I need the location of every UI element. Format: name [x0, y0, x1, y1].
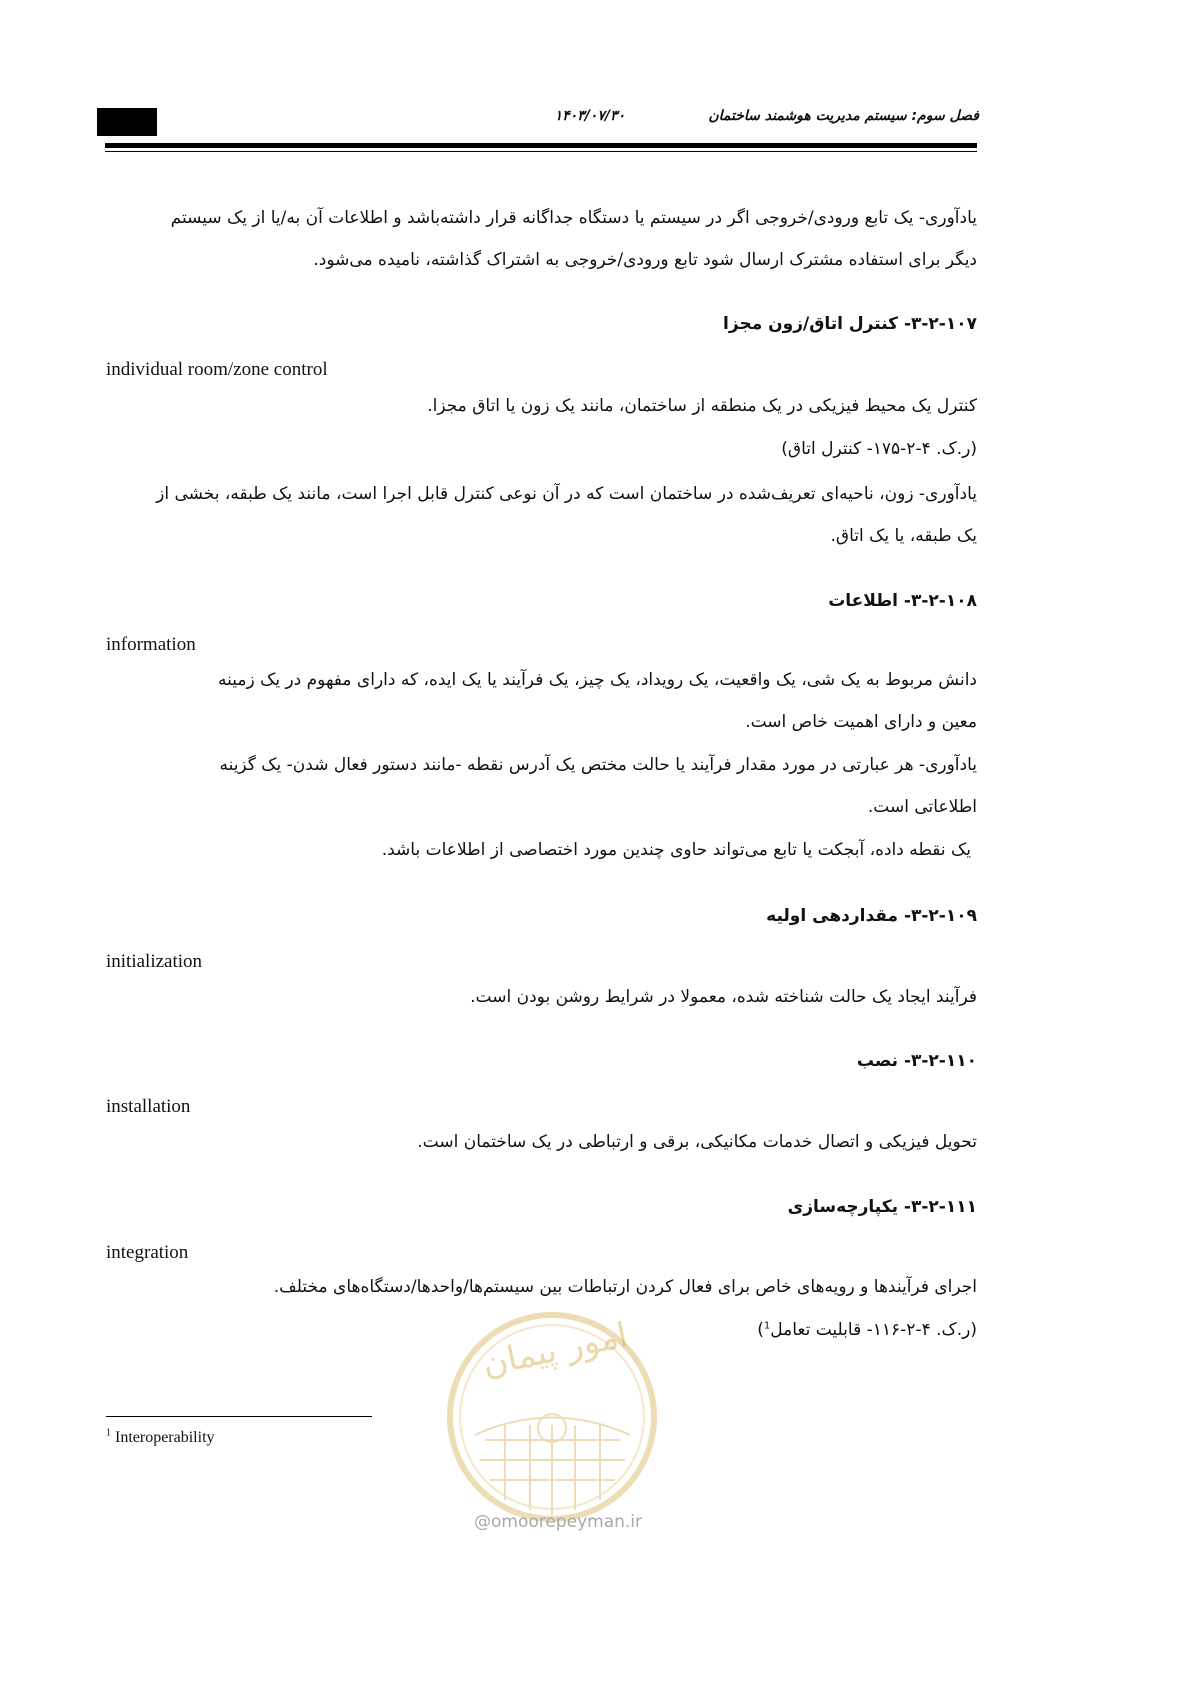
definition-107: کنترل یک محیط فیزیکی در یک منطقه از ساختمان، مانند یک زون یا اتاق مجزا. [427, 396, 977, 416]
reference-111-text: (ر.ک. ۴-۲-۱۱۶- قابلیت تعامل [770, 1320, 977, 1340]
definition-111: اجرای فرآیندها و رویه‌های خاص برای فعال کردن ارتباطات بین سیستم‌ها/واحدها/دستگاه‌های مختلف. [273, 1277, 977, 1297]
section-heading-108: ۳-۲-۱۰۸- اطلاعات [828, 591, 977, 611]
watermark-logo-text: امور پیمان [478, 1315, 632, 1385]
footnote-marker: 1 [763, 1320, 771, 1332]
intro-line-1: یادآوری- یک تابع ورودی/خروجی اگر در سیستم یا دستگاه جداگانه قرار داشته‌باشد و اطلاعات آن به/یا از یک سیستم [170, 208, 977, 228]
intro-line-2: دیگر برای استفاده مشترک ارسال شود تابع ورودی/خروجی به اشتراک گذاشته، نامیده می‌شود. [313, 250, 977, 270]
english-term-111: integration [106, 1242, 189, 1263]
english-term-107: individual room/zone control [106, 359, 328, 380]
footnote-rule [106, 1416, 372, 1417]
definition-110: تحویل فیزیکی و اتصال خدمات مکانیکی، برقی و ارتباطی در یک ساختمان است. [417, 1132, 977, 1152]
english-term-110: installation [106, 1096, 191, 1117]
definition-108-line-1: دانش مربوط به یک شی، یک واقعیت، یک رویداد، یک چیز، یک فرآیند یا یک ایده، که دارای مفهوم در یک زمینه [218, 670, 977, 690]
watermark-site [458, 1512, 658, 1532]
at-sign-icon: @ [473, 1512, 491, 1532]
note-108-line-2: اطلاعاتی است. [867, 797, 977, 817]
page-number-box [97, 108, 157, 136]
reference-111-close: ) [757, 1320, 764, 1340]
note-108-line-3: یک نقطه داده، آبجکت یا تابع می‌تواند حاوی چندین مورد اختصاصی از اطلاعات باشد. [381, 840, 971, 860]
reference-107: (ر.ک. ۴-۲-۱۷۵- کنترل اتاق) [781, 439, 977, 459]
note-107-line-2: یک طبقه، یا یک اتاق. [830, 526, 977, 546]
header-rule-thin [105, 151, 977, 152]
definition-108-line-2: معین و دارای اهمیت خاص است. [745, 712, 977, 732]
definition-109: فرآیند ایجاد یک حالت شناخته شده، معمولا در شرایط روشن بودن است. [470, 987, 977, 1007]
section-heading-107: ۳-۲-۱۰۷- کنترل اتاق/زون مجزا [723, 314, 977, 334]
section-heading-109: ۳-۲-۱۰۹- مقداردهی اولیه [766, 906, 977, 926]
section-heading-110: ۳-۲-۱۱۰- نصب [856, 1051, 977, 1071]
running-chapter-title: فصل سوم: سیستم مدیریت هوشمند ساختمان [708, 108, 979, 124]
watermark-site-text: omoorepeyman.ir [490, 1512, 643, 1532]
english-term-109: initialization [106, 951, 203, 972]
header-rule-thick [105, 143, 977, 148]
english-term-108: information [106, 634, 196, 655]
footnote-number: 1 [106, 1427, 111, 1439]
running-date: ۱۴۰۳/۰۷/۳۰ [554, 108, 625, 124]
footnote-text: Interoperability [115, 1429, 215, 1446]
footnote [106, 1428, 506, 1448]
note-107-line-1: یادآوری- زون، ناحیه‌ای تعریف‌شده در ساختمان است که در آن نوعی کنترل قابل اجرا است، مانند یک طبقه، بخشی از [156, 484, 977, 504]
note-108-line-1: یادآوری- هر عبارتی در مورد مقدار فرآیند یا حالت مختص یک آدرس نقطه -مانند دستور فعال شدن- یک گزینه [219, 755, 977, 775]
section-heading-111: ۳-۲-۱۱۱- یکپارچه‌سازی [787, 1197, 977, 1217]
